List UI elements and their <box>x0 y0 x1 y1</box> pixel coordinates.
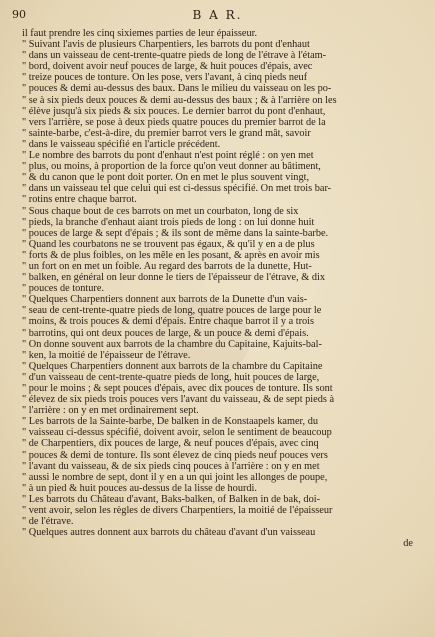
text-line: " dans un vaisseau de cent-trente-quatre pieds de long de l'étrave à l'étam- <box>22 50 327 62</box>
text-line: " seau de cent-trente-quatre pieds de long, quatre pouces de large pour le <box>22 305 322 317</box>
text-line: " pouces de tonture. <box>22 283 104 295</box>
text-line: " l'avant du vaisseau, & de six pieds cinq pouces à l'arrière : on y en met <box>22 460 320 472</box>
text-line: " d'un vaisseau de cent-trente-quatre pieds de long, huit pouces de large, <box>22 371 320 383</box>
text-line: " On donne souvent aux barrots de la chambre du Capitaine, Kajuits-bal- <box>22 338 322 350</box>
text-line: " de l'étrave. <box>22 516 74 528</box>
catchword: de <box>403 538 413 550</box>
text-line: " Quelques autres donnent aux barrots du château d'avant d'un vaisseau <box>22 527 316 539</box>
text-line: " & du canon que le pont doit porter. On en met le plus souvent vingt, <box>22 172 310 184</box>
text-line: " vers l'arrière, se pose à deux pieds quatre pouces du premier barrot de la <box>22 116 326 128</box>
text-line: " aussi le nombre de sept, dont il y en a un qui joint les allonges de poupe, <box>22 471 328 483</box>
text-line: " pouces & demi de tonture. Ils sont élevez de cinq pieds neuf pouces vers <box>22 449 328 461</box>
text-line: " vent avoir, selon les règles de divers Charpentiers, la moitié de l'épaisseur <box>22 505 333 517</box>
text-line: " de Charpentiers, dix pouces de large, & neuf pouces d'épais, avec cinq <box>22 438 319 450</box>
paper-stain <box>140 300 250 380</box>
text-line: " dans un vaisseau tel que celui qui est ci-dessus spécifié. On met trois bar- <box>22 183 332 195</box>
text-line: " pieds, la branche d'enhaut aiant trois pieds de long : on lui donne huit <box>22 216 315 228</box>
text-line: " Quelques Charpentiers donnent aux barrots de la chambre du Capitaine <box>22 360 323 372</box>
text-line: " Les barrots du Château d'avant, Baks-balken, of Balken in de bak, doi- <box>22 493 321 505</box>
text-line: " Sous chaque bout de ces barrots on met un courbaton, long de six <box>22 205 299 217</box>
text-line: " dans le vaisseau spécifié en l'article précédent. <box>22 138 221 150</box>
text-line: il faut prendre les cinq sixiemes parties de leur épaisseur. <box>22 28 258 39</box>
text-line: " Quelques Charpentiers donnent aux barrots de la Dunette d'un vais- <box>22 294 308 306</box>
text-line: " sainte-barbe, c'est-à-dire, du premier barrot vers le grand mât, savoir <box>22 127 311 139</box>
text-line: " balken, en général on leur donne le tiers de l'épaisseur de l'étrave, & dix <box>22 272 325 284</box>
text-line: " vaisseau ci-dessus spécifié, doivent avoir, selon le sentiment de beaucoup <box>22 427 332 439</box>
text-line: " l'arrière : on y en met ordinairement sept. <box>22 405 199 417</box>
text-line: " treize pouces de tonture. On les pose, vers l'avant, à cinq pieds neuf <box>22 72 308 84</box>
page-number: 90 <box>12 8 26 21</box>
body-text <box>22 28 413 538</box>
text-line: " un fort on en met un foible. Au regard des barrots de la dunette, Hut- <box>22 260 312 272</box>
text-line: " élevez de six pieds trois pouces vers l'avant du vaisseau, & de sept pieds à <box>22 394 335 406</box>
text-line: " Quand les courbatons ne se trouvent pas égaux, & qu'il y en a de plus <box>22 238 315 250</box>
text-line: " pour le moins ; & sept pouces d'épais, avec dix pouces de tonture. Ils sont <box>22 383 333 394</box>
text-line: " pouces de large & sept d'épais ; & ils sont de même dans la sainte-barbe. <box>22 227 329 239</box>
text-line: " forts & de plus foibles, on les mêle en les posant, & après en avoir mis <box>22 249 320 261</box>
text-line: " bord, doivent avoir neuf pouces de large, & huit pouces d'épais, avec <box>22 61 313 73</box>
text-line: " ken, la moitié de l'épaisseur de l'étrave. <box>22 349 191 361</box>
text-line: " Le nombre des barrots du pont d'enhaut n'est point réglé : on yen met <box>22 150 314 162</box>
text-line: " élève jusqu'à six pieds & six pouces. Le dernier barrot du pont d'enhaut, <box>22 105 326 117</box>
text-line: " Suivant l'avis de plusieurs Charpentiers, les barrots du pont d'enhaut <box>22 39 310 51</box>
text-line: " barrotins, qui ont deux pouces de large, & un pouce & demi d'épais. <box>22 327 309 339</box>
text-line: " à un pied & huit pouces au-dessus de la lisse de hourdi. <box>22 482 257 494</box>
text-line: " rotins entre chaque barrot. <box>22 194 137 206</box>
text-line: " moins, & trois pouces & demi d'épais. Entre chaque barrot il y a trois <box>22 316 315 328</box>
text-line: " se à six pieds deux pouces & demi au-dessus des baux ; & à l'arrière on les <box>22 94 337 106</box>
text-line: " pouces & demi au-dessus des baux. Dans le milieu du vaisseau on les po- <box>22 83 332 95</box>
page-header <box>12 8 413 26</box>
running-head: B A R. <box>192 8 243 22</box>
text-line: " Les barrots de la Sainte-barbe, De balken in de Konstaapels kamer, du <box>22 416 319 428</box>
text-line: " plus, ou moins, à proportion de la force qu'on veut donner au bâtiment, <box>22 161 321 173</box>
